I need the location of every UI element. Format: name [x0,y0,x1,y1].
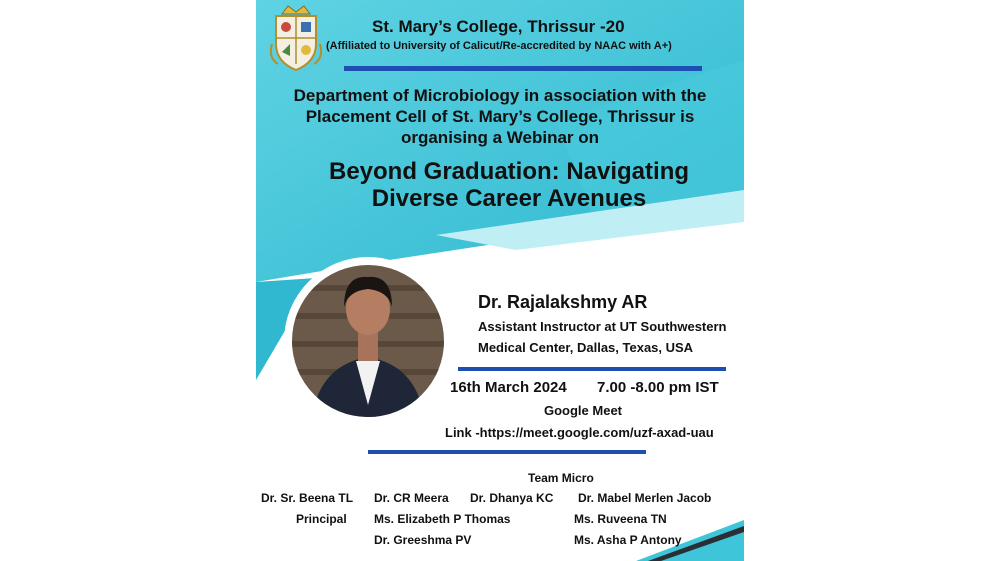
event-platform: Google Meet [544,403,623,418]
speaker-photo [292,265,444,417]
speaker-portrait-image [292,265,444,417]
webinar-poster [256,0,744,561]
intro-line-3: organising a Webinar on [400,128,600,147]
speaker-rule [458,367,726,371]
header-rule [344,66,702,71]
team-member: Ms. Ruveena TN [574,512,667,526]
team-member: Dr. CR Meera [374,491,449,505]
speaker-role-line-2: Medical Center, Dallas, Texas, USA [478,340,694,355]
team-member: Dr. Dhanya KC [470,491,554,505]
webinar-title-line-1: Beyond Graduation: Navigating [328,158,690,185]
team-member: Dr. Greeshma PV [374,533,472,547]
principal-title: Principal [296,512,347,526]
intro-line-1: Department of Microbiology in association with the [293,86,707,105]
webinar-title-line-2: Diverse Career Avenues [371,185,647,212]
speaker-role-line-1: Assistant Instructor at UT Southwestern [478,319,727,334]
college-affiliation: (Affiliated to University of Calicut/Re-accredited by NAAC with A+) [326,40,672,52]
event-link[interactable]: Link -https://meet.google.com/uzf-axad-uau [445,425,714,440]
team-heading: Team Micro [528,471,594,485]
event-date: 16th March 2024 [450,379,567,396]
team-member: Ms. Elizabeth P Thomas [374,512,511,526]
principal-name: Dr. Sr. Beena TL [261,491,354,505]
team-member: Ms. Asha P Antony [574,533,682,547]
team-member: Dr. Mabel Merlen Jacob [578,491,712,505]
college-crest-icon [268,4,324,72]
speaker-name: Dr. Rajalakshmy AR [478,292,648,312]
event-time: 7.00 -8.00 pm IST [597,379,719,396]
intro-line-2: Placement Cell of St. Mary’s College, Thrissur is [305,107,695,126]
event-rule [368,450,646,454]
college-name: St. Mary’s College, Thrissur -20 [372,17,625,36]
